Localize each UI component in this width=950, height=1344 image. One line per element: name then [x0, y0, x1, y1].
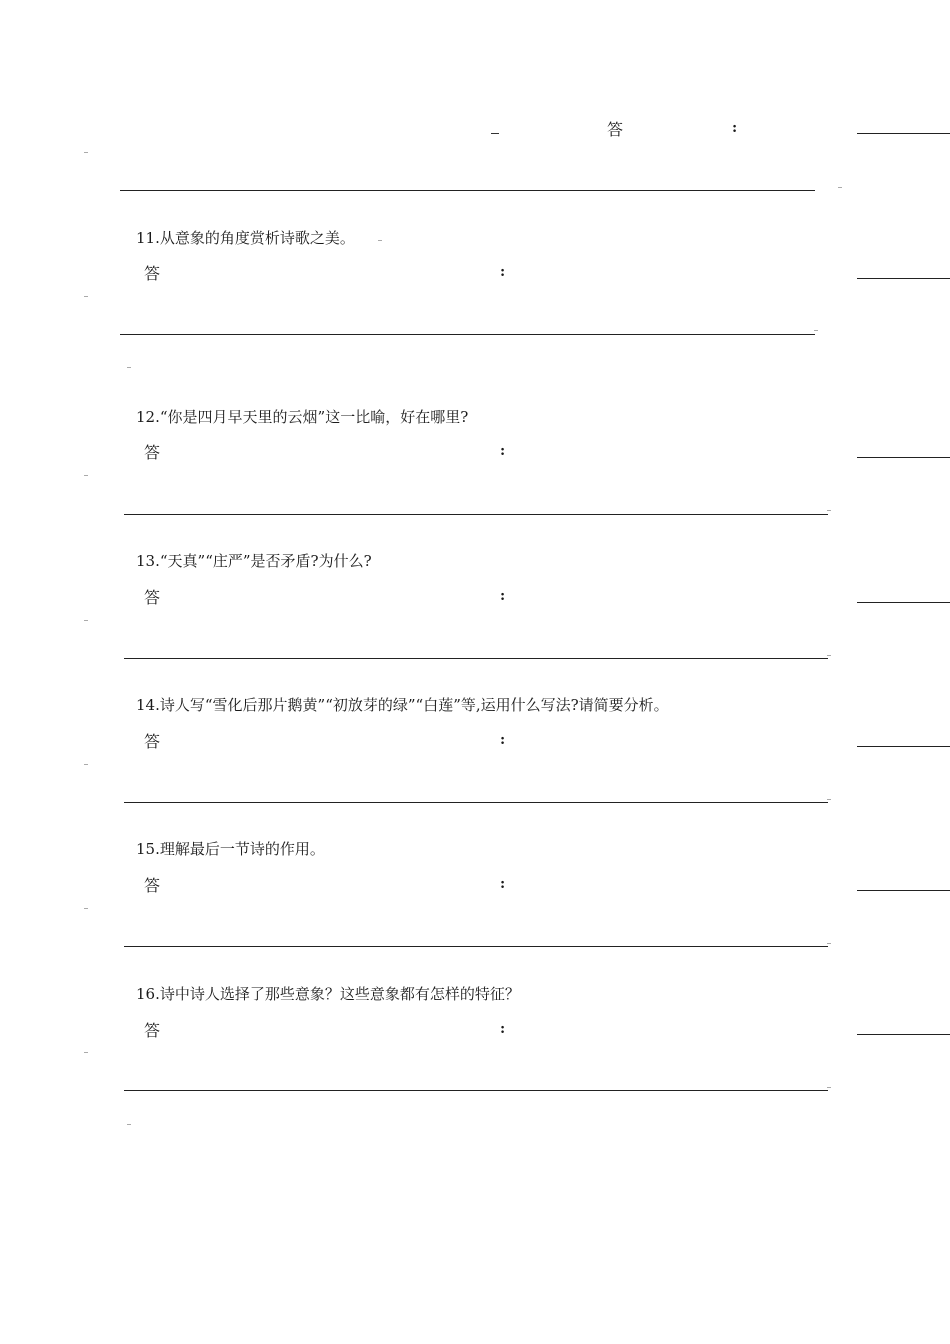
- margin-line: [857, 746, 950, 747]
- answer-line: [124, 514, 828, 515]
- paragraph-mark: [84, 620, 88, 621]
- answer-colon: :: [500, 876, 506, 892]
- margin-line: [857, 133, 950, 134]
- paragraph-mark: [84, 1052, 88, 1053]
- paragraph-mark: [84, 764, 88, 765]
- answer-colon: :: [500, 732, 506, 748]
- answer-line: [124, 802, 828, 803]
- paragraph-mark: [84, 908, 88, 909]
- answer-label: 答: [144, 443, 161, 462]
- answer-line: [124, 946, 828, 947]
- answer-label: 答: [144, 1021, 161, 1040]
- paragraph-mark: [84, 152, 88, 153]
- paragraph-mark: [827, 510, 831, 511]
- margin-line: [857, 890, 950, 891]
- question-text: 15.理解最后一节诗的作用。: [136, 840, 325, 858]
- answer-colon: :: [500, 1021, 506, 1037]
- answer-label: 答: [144, 588, 161, 607]
- answer-line: [124, 1090, 828, 1091]
- question-text: 13.“天真”“庄严”是否矛盾?为什么?: [136, 552, 372, 570]
- paragraph-mark: [827, 655, 831, 656]
- question-text: 14.诗人写“雪化后那片鹅黄”“初放芽的绿”“白莲”等,运用什么写法?请简要分析。: [136, 696, 669, 714]
- answer-label: 答: [607, 120, 624, 139]
- question-text: 11.从意象的角度赏析诗歌之美。: [136, 229, 355, 247]
- margin-line: [857, 1034, 950, 1035]
- answer-label: 答: [144, 264, 161, 283]
- underscore-mark: [491, 133, 499, 134]
- answer-line: [120, 190, 815, 191]
- paragraph-mark: [127, 367, 131, 368]
- answer-colon: :: [500, 264, 506, 280]
- question-text: 12.“你是四月早天里的云烟”这一比喻，好在哪里?: [136, 408, 469, 426]
- paragraph-mark: [827, 943, 831, 944]
- paragraph-mark: [814, 330, 818, 331]
- paragraph-mark: [378, 240, 382, 241]
- margin-line: [857, 278, 950, 279]
- question-text: 16.诗中诗人选择了那些意象？这些意象都有怎样的特征？: [136, 985, 520, 1003]
- answer-line: [120, 334, 815, 335]
- paragraph-mark: [84, 475, 88, 476]
- answer-label: 答: [144, 732, 161, 751]
- margin-line: [857, 457, 950, 458]
- answer-colon: :: [732, 120, 738, 136]
- answer-colon: :: [500, 588, 506, 604]
- paragraph-mark: [827, 799, 831, 800]
- answer-line: [124, 658, 828, 659]
- margin-line: [857, 602, 950, 603]
- paragraph-mark: [827, 1087, 831, 1088]
- answer-colon: :: [500, 443, 506, 459]
- paragraph-mark: [127, 1124, 131, 1125]
- paragraph-mark: [84, 296, 88, 297]
- answer-label: 答: [144, 876, 161, 895]
- paragraph-mark: [838, 187, 842, 188]
